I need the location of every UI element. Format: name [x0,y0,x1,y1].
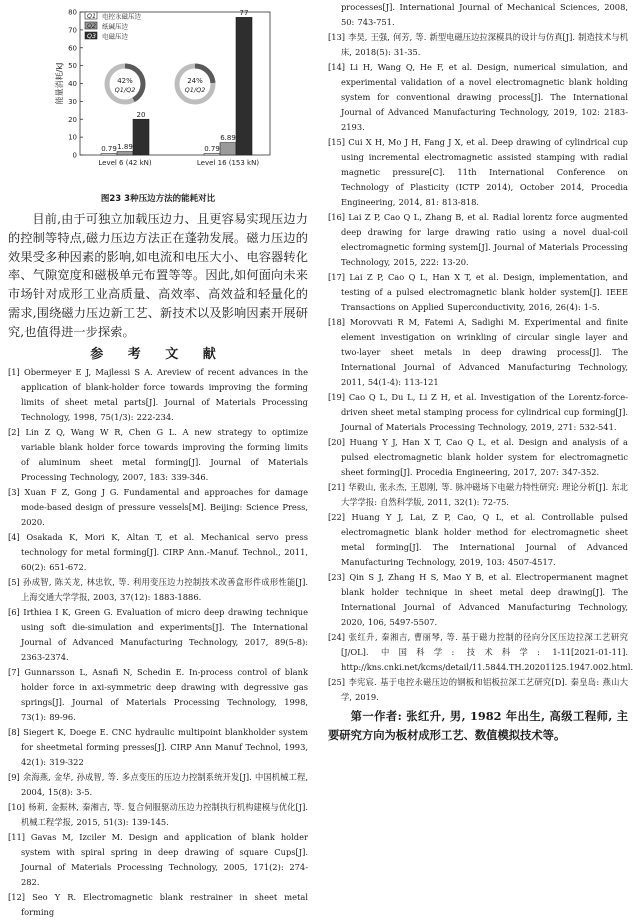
bar-value-label: 0.79 [204,145,220,154]
reference-item: [10] 杨莉, 金振林, 秦湘吉, 等. 复合伺服驱动压边力控制执行机构建模与优化[J]. 机械工程学报, 2015, 51(3): 139-145. [8,801,308,827]
reference-item: [22] Huang Y J, Lai, Z P, Cao, Q L, et al. Controllable pulsed electromagnetic blank holder method for electromagnetic sheet metal forming[J]. The International Journal of Advanced Manufacturing Technology, 2019, 103: 4507-4517. [328,512,628,567]
bar-q2 [220,143,236,155]
bar-q1 [101,154,117,155]
bar-value-label: 6.89 [220,134,236,143]
y-tick-label: 0 [72,151,77,160]
reference-item: [19] Cao Q L, Du L, Li Z H, et al. Investigation of the Lorentz-force-driven sheet metal stamping process for cylindrical cup forming[J]. Journal of Materials Processing Technology, 2019, 271: 532-541. [328,392,628,432]
y-tick-label: 10 [68,133,77,142]
references-list-left [8,365,308,920]
legend-label: 电磁压边 [102,32,128,41]
y-tick-label: 30 [68,97,77,106]
legend-key: Q1 [87,13,96,20]
reference-item: [12] Seo Y R. Electromagnetic blank restrainer in sheet metal forming [8,891,308,917]
legend-label: 电控永磁压边 [102,12,141,21]
reference-item: [3] Xuan F Z, Gong J G. Fundamental and approaches for damage mode-based design of pressure vessels[M]. Beijing: Science Press, 2020. [8,486,308,527]
reference-item: [8] Siegert K, Doege E. CNC hydraulic multipoint blankholder system for sheetmetal forming presses[J]. CIRP Ann Manuf Technol, 1993, 42(1): 319-322 [8,726,308,767]
reference-item: [20] Huang Y J, Han X T, Cao Q L, et al. Design and analysis of a pulsed electromagnetic blank holder system for electromagnetic sheet forming[J]. Procedia Engineering, 2017, 207: 347-352. [328,437,628,477]
donut-percent-label: 24% [187,77,203,85]
bar-value-label: 20 [136,110,146,119]
reference-item: [2] Lin Z Q, Wang W R, Chen G L. A new strategy to optimize variable blank holder force towards improving the forming limits of aluminum sheet metal forming[J]. Journal of Materials Processing Technology, 2007, 183: 339-346. [8,426,308,482]
reference-item: [9] 余海燕, 金华, 孙成智, 等. 多点变压的压边力控制系统开发[J]. 中国机械工程, 2004, 15(8): 3-5. [8,771,308,797]
body-paragraph: 目前,由于可独立加载压边力、且更容易实现压边力的控制等特点,磁力压边方法正在蓬勃发展。磁力压边的效果受多种因素的影响,如电流和电压大小、电容器转化率、气隙宽度和磁极单元布置等等。因此,如何面向未来市场针对成形工业高质量、高效率、高效益和轻量化的需求,围绕磁力压边新工艺、新技术以及影响因素开展研究,也值得进一步探索。 [8,212,308,339]
right-column [328,0,633,745]
reference-item: [18] Morovvati R M, Fatemi A, Sadighi M. Experimental and finite element investigation on wrinkling of circular single layer and two-layer sheet metals in deep drawing process[J]. The International Journal of Advanced Manufacturing Technology, 2011, 54(1-4): 113-121 [328,317,628,387]
energy-chart [8,0,308,190]
reference-item: [7] Gunnarsson L, Asnafi N, Schedin E. In-process control of blank holder force in axi-symmetric deep drawing with degressive gas springs[J]. Journal of Materials Processing Technology, 1998, 73(1): 89-96. [8,666,308,722]
bar-value-label: 77 [239,8,249,17]
donut-ratio-label: Q1/Q2 [114,86,136,94]
reference-item: [23] Qin S J, Zhang H S, Mao Y B, et al. Electropermanent magnet blank holder technique in sheet metal deep drawing[J]. The International Journal of Advanced Manufacturing Technology, 2020, 106, 5497-5507. [328,572,628,627]
bar-value-label: 1.89 [117,143,133,152]
legend-label: 纸碱压边 [102,22,128,31]
bar-q2 [117,152,133,155]
reference-item: [16] Lai Z P, Cao Q L, Zhang B, et al. Radial lorentz force augmented deep drawing for large drawing ratio using a novel dual-coil electromagnetic forming system[J]. Journal of Materials Processing Technology, 2015, 222: 13-20. [328,212,628,267]
y-tick-label: 60 [68,44,77,53]
y-tick-label: 70 [68,26,77,35]
figure-caption: 图23 3种压边方法的能耗对比 [100,194,216,204]
bar-q3 [236,17,252,155]
y-tick-label: 40 [68,80,77,88]
energy-bar-chart [8,0,308,190]
legend-key: Q2 [87,23,96,30]
reference-item: [13] 李昊, 王强, 何芳, 等. 新型电磁压边拉深模具的设计与仿真[J]. 制造技术与机床, 2018(5): 31-35. [328,32,628,57]
bar-value-label: 0.79 [101,145,117,154]
references-heading: 参 考 文 献 [90,346,226,362]
left-column [8,0,308,920]
donut-percent-label: 42% [117,77,133,85]
x-category-label: Level 6 (42 kN) [98,159,152,167]
bar-q1 [204,154,220,155]
y-tick-label: 50 [68,62,77,71]
reference-item: [11] Gavas M, Izciler M. Design and application of blank holder system with spiral spring in deep drawing of square Cups[J]. Journal of Materials Processing Technology, 2005, 171(2): 274-282. [8,831,308,887]
legend-key: Q3 [87,33,96,40]
reference-item: [24] 张红升, 秦湘吉, 曹丽琴, 等. 基于磁力控制的径向分区压边拉深工艺研究[J/OL]. 中国科学: 技术科学: 1-11[2021-01-11]. http://kns.cnki.net/kcms/detail/11.5844.TH.20201125.1947.002.html. [328,632,633,672]
reference-item: [1] Obermeyer E J, Majlessi S A. Areview of recent advances in the application of blank-holder force towards improving the forming limits of sheet metal parts[J]. Journal of Materials Processing Technology, 1998, 75(1/3): 222-234. [8,366,308,422]
donut-ratio-label: Q1/Q2 [184,86,206,94]
reference-item: [4] Osakada K, Mori K, Altan T, et al. Mechanical servo press technology for metal forming[J]. CIRP Ann.-Manuf. Technol., 2011, 60(2): 651-672. [8,531,308,572]
reference-item: [5] 孙成智, 陈关龙, 林忠钦, 等. 利用变压边力控制技术改善盒形件成形性能[J]. 上海交通大学学报, 2003, 37(12): 1883-1886. [8,576,308,602]
references-list-right [328,0,633,705]
y-tick-label: 20 [68,115,77,124]
reference-item: [14] Li H, Wang Q, He F, et al. Design, numerical simulation, and experimental validation of a novel electromagnetic blank holding system for conventional drawing process[J]. The International Journal of Advanced Manufacturing Technology, 2019, 102: 2183-2193. [328,62,628,132]
reference-continuation: processes[J]. International Journal of Mechanical Sciences, 2008, 50: 743-751. [341,2,628,27]
reference-item: [17] Lai Z P, Cao Q L, Han X T, et al. Design, implementation, and testing of a pulsed electromagnetic blank holder system[J]. IEEE Transactions on Applied Superconductivity, 2016, 26(4): 1-5. [328,272,628,312]
x-category-label: Level 16 (153 kN) [196,159,260,167]
reference-item: [25] 李宪宸. 基于电控永磁压边的钢板和铝板拉深工艺研究[D]. 秦皇岛: 燕山大学, 2019. [328,677,628,702]
reference-item: [6] Irthiea I K, Green G. Evaluation of micro deep drawing technique using soft die-simulation and experiments[J]. The International Journal of Advanced Manufacturing Technology, 2017, 89(5-8): 2363-2374. [8,606,308,662]
bar-q3 [133,119,149,155]
y-tick-label: 80 [68,8,77,17]
reference-item: [21] 华毅山, 张永杰, 王恩刚, 等. 脉冲磁场下电磁力特性研究: 理论分析[J]. 东北大学学报: 自然科学版, 2011, 32(1): 72-75. [328,482,628,507]
reference-item: [15] Cui X H, Mo J H, Fang J X, et al. Deep drawing of cylindrical cup using incremental electromagnetic assisted stamping with radial magnetic pressure[C]. 11th International Conference on Technology of Plasticity (ICTP 2014), October 2014, Procedia Engineering, 2014, 81: 813-818. [328,137,628,207]
y-axis-label: 能量消耗/kJ [55,62,64,105]
author-note: 第一作者: 张红升, 男, 1982 年出生, 高级工程师, 主要研究方向为板材成形工艺、数值模拟技术等。 [328,709,628,742]
